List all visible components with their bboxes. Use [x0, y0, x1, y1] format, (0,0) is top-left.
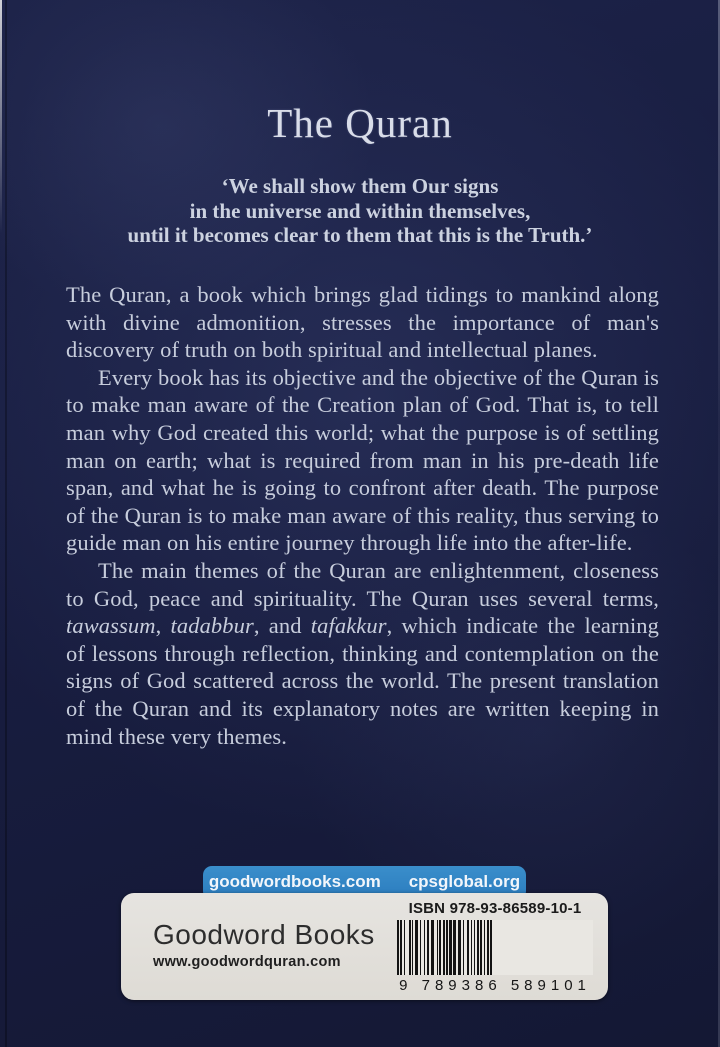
publisher-label: [121, 893, 608, 1000]
isbn-block: [396, 893, 608, 1000]
paragraph: The main themes of the Quran are enlightenment, closeness to God, peace and spirituality. The Quran uses several terms, tawassum, tadabbur, and tafakkur, which indicate the learning of lessons through reflection, thinking and contemplation on the signs of God scattered across the world. The present translation of the Quran and its explanatory notes are written keeping in mind these very themes.: [66, 557, 659, 749]
paragraph: Every book has its objective and the objective of the Quran is to make man aware of the Creation plan of God. That is, to tell man why God created this world; what the purpose is of settling man on earth; what is required from man in his pre-death life span, and what he is going to confront after death. The purpose of the Quran is to make man aware of this reality, thus serving to guide man on his entire journey through life into the after-life.: [66, 364, 659, 556]
body-text: [66, 281, 659, 750]
isbn-barcode: [397, 920, 593, 975]
website-cpsglobal: cpsglobal.org: [408, 872, 521, 891]
publisher-info: [121, 893, 396, 1000]
quran-quote: ‘We shall show them Our signs in the universe and within themselves, until it becomes clear to them that this is the Truth.’: [127, 174, 593, 247]
paragraph: The Quran, a book which brings glad tidings to mankind along with divine admonition, stresses the importance of man's discovery of truth on both spiritual and intellectual planes.: [66, 282, 659, 363]
publisher-name: Goodword Books: [153, 919, 375, 950]
isbn-label: ISBN 978-93-86589-10-1: [408, 900, 582, 917]
publisher-url: www.goodwordquran.com: [153, 954, 341, 970]
book-title: The Quran: [267, 100, 453, 146]
isbn-digits: 9 789386 589101: [399, 977, 591, 994]
cover-crease-line: [5, 0, 7, 1047]
website-goodwordbooks: goodwordbooks.com: [208, 872, 381, 891]
